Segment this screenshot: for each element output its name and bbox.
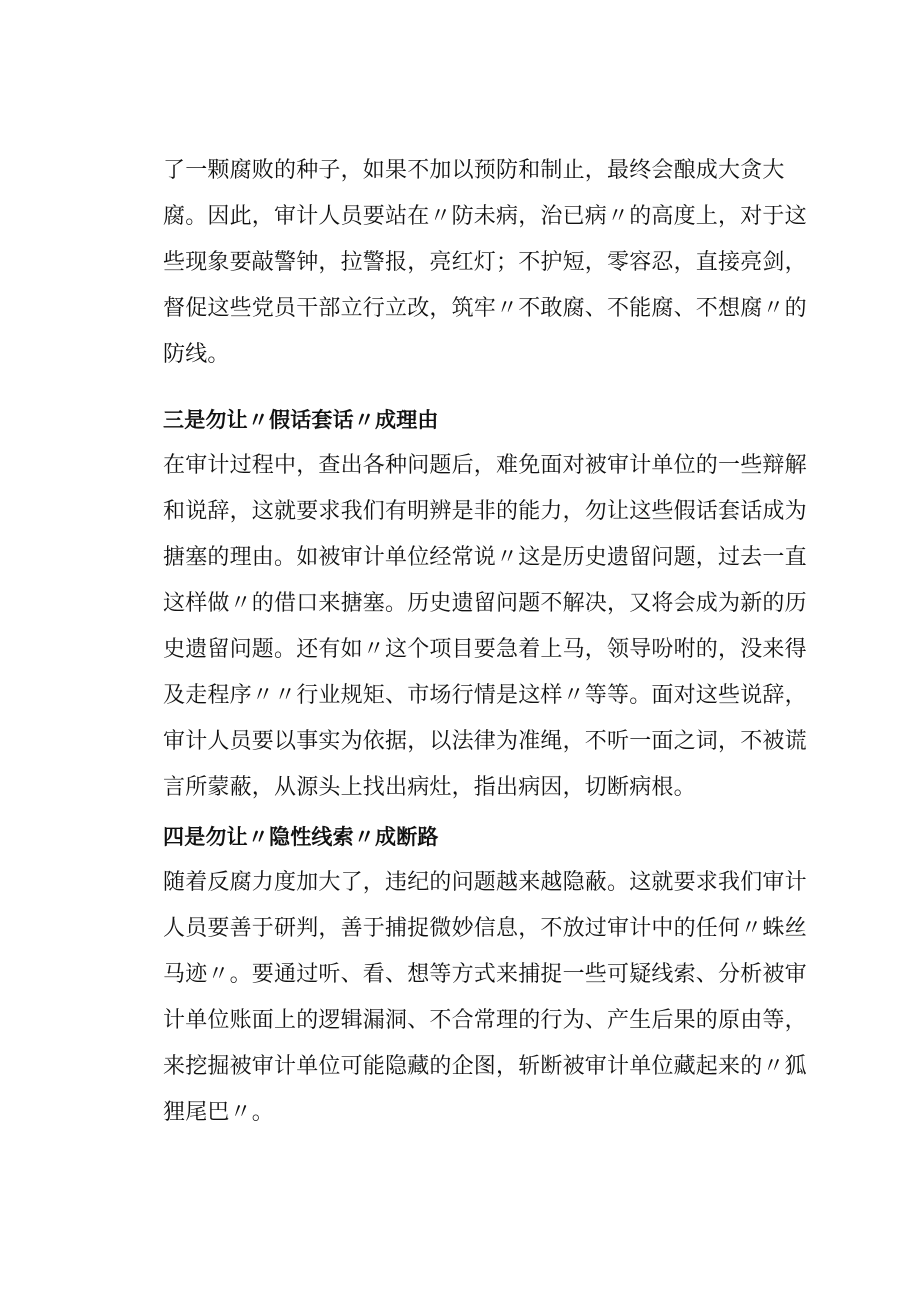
text-line: 狸尾巴〃。 [163, 1100, 275, 1125]
text-line: 来挖掘被审计单位可能隐藏的企图，斩断被审计单位藏起来的〃狐 [163, 1054, 807, 1079]
text-line: 督促这些党员干部立行立改，筑牢〃不敢腐、不能腐、不想腐〃的 [163, 296, 807, 321]
text-line: 这样做〃的借口来搪塞。历史遗留问题不解决，又将会成为新的历 [163, 591, 807, 616]
text-line: 计单位账面上的逻辑漏洞、不合常理的行为、产生后果的原由等， [163, 1008, 807, 1033]
text-line: 了一颗腐败的种子，如果不加以预防和制止，最终会酿成大贪大 [163, 158, 785, 183]
paragraph-excuses [163, 443, 807, 811]
paragraph-hidden-clues [163, 860, 807, 1136]
text-line: 些现象要敲警钟，拉警报，亮红灯；不护短，零容忍，直接亮剑， [163, 250, 807, 275]
paragraph-prevention [163, 148, 807, 378]
text-line: 和说辞，这就要求我们有明辨是非的能力，勿让这些假话套话成为 [163, 499, 807, 524]
text-line: 及走程序〃〃行业规矩、市场行情是这样〃等等。面对这些说辞， [163, 683, 807, 708]
text-line: 搪塞的理由。如被审计单位经常说〃这是历史遗留问题，过去一直 [163, 545, 807, 570]
text-line: 审计人员要以事实为依据，以法律为准绳，不听一面之词，不被谎 [163, 729, 807, 754]
text-line: 腐。因此，审计人员要站在〃防未病，治已病〃的高度上，对于这 [163, 204, 807, 229]
text-line: 人员要善于研判，善于捕捉微妙信息，不放过审计中的任何〃蛛丝 [163, 916, 807, 941]
text-line: 在审计过程中，查出各种问题后，难免面对被审计单位的一些辩解 [163, 453, 807, 478]
text-line: 随着反腐力度加大了，违纪的问题越来越隐蔽。这就要求我们审计 [163, 870, 807, 895]
section-heading-3: 三是勿让〃假话套话〃成理由 [163, 408, 439, 432]
text-line: 言所蒙蔽，从源头上找出病灶，指出病因，切断病根。 [163, 775, 696, 800]
text-line: 马迹〃。要通过听、看、想等方式来捕捉一些可疑线索、分析被审 [163, 962, 807, 987]
section-heading-4: 四是勿让〃隐性线索〃成断路 [163, 825, 439, 849]
text-line: 防线。 [163, 342, 230, 367]
text-line: 史遗留问题。还有如〃这个项目要急着上马，领导吩咐的，没来得 [163, 637, 807, 662]
